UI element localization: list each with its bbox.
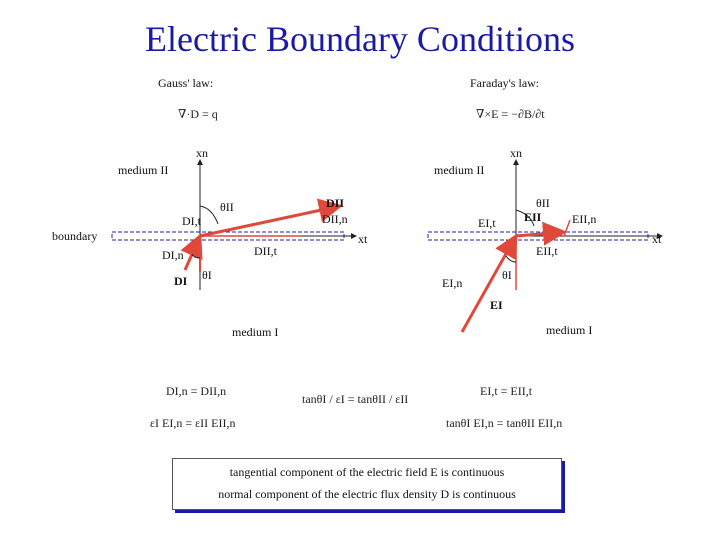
- d2-label: DII: [326, 196, 345, 210]
- right-medium1-label: medium I: [546, 323, 593, 337]
- left-axis-n-label: xn: [196, 146, 208, 160]
- page-title: Electric Boundary Conditions: [145, 19, 575, 59]
- e1t-label: EI,t: [478, 216, 496, 230]
- gauss-law-label: Gauss' law:: [158, 76, 214, 90]
- d2n-label: DII,n: [322, 212, 348, 226]
- faraday-law-equation: ∇×E = −∂B/∂t: [476, 107, 545, 121]
- d1-vector: [185, 236, 200, 270]
- right-axis-t-label: xt: [652, 232, 662, 246]
- e1-vector: [462, 236, 516, 332]
- boundary-label: boundary: [52, 229, 98, 243]
- d1n-label: DI,n: [162, 248, 184, 262]
- e2-vector: [516, 232, 564, 236]
- note-line-1: tangential component of the electric field E is continuous: [229, 465, 505, 479]
- e1n-label: EI,n: [442, 276, 463, 290]
- e1-label: EI: [490, 298, 503, 312]
- e-tan-equation: tanθI EI,n = tanθII EII,n: [446, 416, 563, 430]
- d-normal-equation: DI,n = DII,n: [166, 384, 227, 398]
- note-line-2: normal component of the electric flux density D is continuous: [218, 487, 516, 501]
- left-theta2-arc: [200, 206, 218, 224]
- right-axis-n-label: xn: [510, 146, 522, 160]
- left-medium1-label: medium I: [232, 325, 279, 339]
- d1-label: DI: [174, 274, 188, 288]
- d2t-label: DII,t: [254, 244, 277, 258]
- e2n-label: EII,n: [572, 212, 597, 226]
- left-axis-t-label: xt: [358, 232, 368, 246]
- left-theta2-label: θII: [220, 200, 234, 214]
- faraday-law-label: Faraday's law:: [470, 76, 540, 90]
- d1t-label: DI,t: [182, 214, 201, 228]
- right-medium2-label: medium II: [434, 163, 485, 177]
- e2n-component: [564, 220, 570, 236]
- left-theta1-label: θI: [202, 268, 212, 282]
- tan-ratio-equation: tanθI / εI = tanθII / εII: [302, 392, 409, 406]
- left-medium2-label: medium II: [118, 163, 169, 177]
- right-theta2-label: θII: [536, 196, 550, 210]
- right-theta1-arc: [506, 256, 516, 262]
- e2-label: EII: [524, 210, 542, 224]
- e2t-label: EII,t: [536, 244, 558, 258]
- summary-note: [172, 458, 562, 510]
- gauss-law-equation: ∇·D = q: [178, 107, 218, 121]
- e-tangential-equation: EI,t = EII,t: [480, 384, 533, 398]
- right-theta1-label: θI: [502, 268, 512, 282]
- d-epsilon-equation: εI EI,n = εII EII,n: [150, 416, 236, 430]
